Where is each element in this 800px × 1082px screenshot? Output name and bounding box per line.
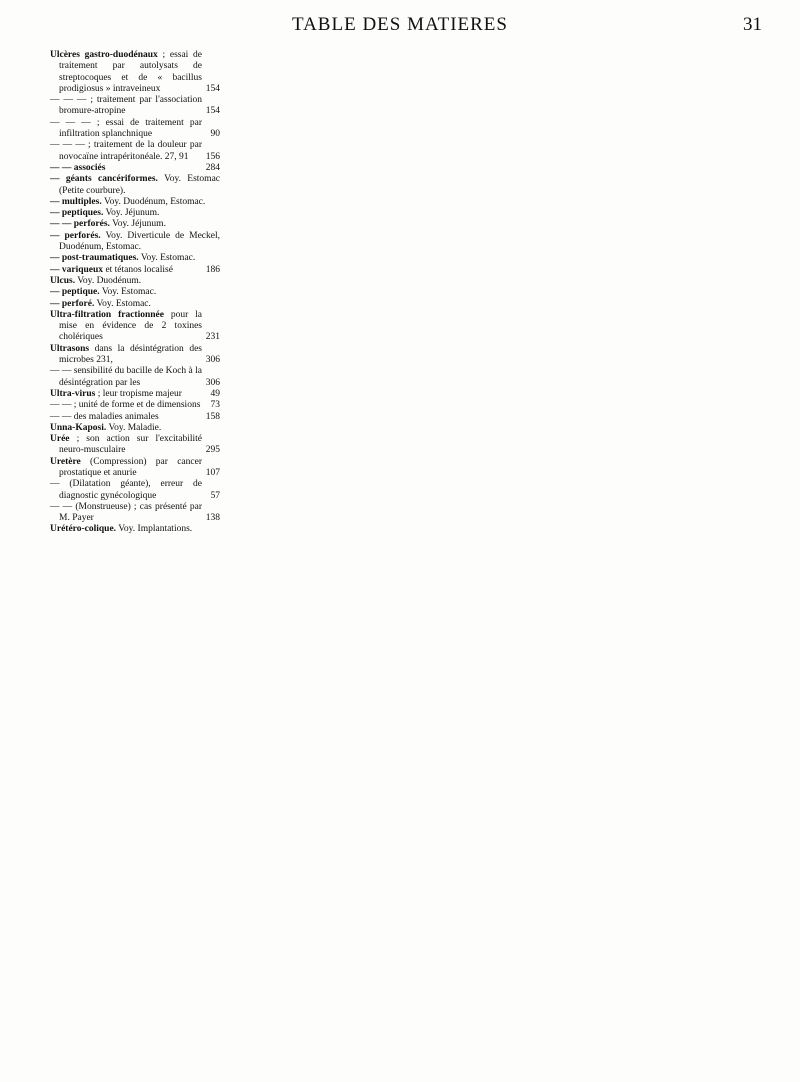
entry-page-number: 57	[210, 490, 220, 501]
entry-description: — — (Monstrueuse) ; cas présenté par M. Payer	[50, 501, 202, 524]
entry-page-number: 49	[210, 388, 220, 399]
entry-text	[50, 434, 202, 457]
index-columns	[50, 50, 770, 536]
entry-term: — perforés.	[50, 230, 101, 241]
entry-term: Ultrasons	[50, 343, 90, 354]
entry-term: Urétéro-colique.	[50, 524, 117, 535]
entry-description: (Compression) par cancer prostatique et anurie	[59, 456, 202, 478]
entry-page-number: 156	[205, 151, 220, 162]
entry-text	[50, 197, 220, 208]
entry-description: ; son action sur l'excitabilité neuro-musculaire	[59, 434, 203, 456]
entry-description: ; leur tropisme majeur	[97, 388, 182, 399]
entry-description: Voy. Estomac (Petite courbure).	[59, 174, 220, 196]
entry-page-number: 284	[205, 162, 220, 173]
entry-description: dans la désintégration des microbes 231,	[59, 343, 202, 366]
index-entry	[50, 140, 220, 163]
entry-text	[50, 344, 202, 367]
entry-term: — post-traumatiques.	[50, 253, 139, 264]
entry-description: ; essai de traitement par autolysats de streptocoques et de « bacillus prodigiosus » intraveineux	[59, 50, 202, 94]
entry-term: — multiples.	[50, 196, 102, 207]
entry-description: Voy. Estomac.	[140, 253, 196, 264]
entry-text	[50, 231, 220, 254]
index-entry	[50, 412, 220, 423]
entry-description: — — sensibilité du bacille de Koch à la désintégration par les	[50, 366, 202, 388]
entry-text	[50, 423, 220, 434]
entry-text	[50, 95, 202, 118]
entry-page-number: 154	[205, 83, 220, 94]
entry-page-number: 138	[205, 513, 220, 524]
entry-page-number: 231	[205, 332, 220, 343]
entry-text	[50, 163, 202, 174]
index-entry	[50, 50, 220, 95]
entry-page-number: 306	[205, 377, 220, 388]
entry-description: Voy. Diverticule de Meckel, Duodénum, Estomac.	[59, 230, 220, 253]
page-number: 31	[743, 14, 762, 35]
entry-page-number: 306	[205, 355, 220, 366]
index-entry	[50, 163, 220, 174]
entry-page-number: 158	[205, 411, 220, 422]
index-entry	[50, 423, 220, 434]
entry-text	[50, 412, 202, 423]
index-column-1	[50, 50, 220, 536]
entry-term: Unna-Kaposi.	[50, 422, 107, 433]
index-entry	[50, 197, 220, 208]
entry-term: Ultra-virus	[50, 388, 96, 399]
index-entry	[50, 265, 220, 276]
entry-page-number: 90	[210, 129, 220, 140]
entry-description: Voy. Estomac.	[101, 287, 157, 298]
index-entry	[50, 400, 220, 411]
entry-description: Voy. Estomac.	[96, 298, 151, 309]
entry-text	[50, 457, 202, 480]
entry-term: Uretère	[50, 456, 81, 467]
entry-term: — perforé.	[50, 298, 95, 309]
entry-term: — — associés	[50, 162, 106, 173]
entry-description: Voy. Duodénum.	[77, 275, 142, 286]
entry-text	[50, 479, 202, 502]
entry-description: — — — ; essai de traitement par infiltration splanchnique	[50, 117, 202, 140]
index-entry	[50, 479, 220, 502]
entry-text	[50, 366, 202, 389]
entry-description: — — — ; traitement de la douleur par novocaïne intrapéritonéale. 27, 91	[50, 140, 202, 162]
index-entry	[50, 174, 220, 197]
entry-description: et tétanos localisé	[105, 264, 173, 275]
index-entry	[50, 299, 220, 310]
entry-text	[50, 265, 202, 276]
index-entry	[50, 276, 220, 287]
entry-page-number: 107	[205, 467, 220, 478]
entry-text	[50, 219, 220, 230]
index-entry	[50, 502, 220, 525]
entry-text	[50, 253, 220, 264]
entry-term: Urée	[50, 434, 70, 445]
entry-term: — peptiques.	[50, 208, 104, 219]
entry-text	[50, 208, 220, 219]
index-entry	[50, 310, 220, 344]
entry-term: — variqueux	[50, 264, 104, 275]
entry-term: — peptique.	[50, 287, 100, 298]
entry-description: Voy. Duodénum, Estomac.	[103, 196, 206, 207]
index-entry	[50, 253, 220, 264]
entry-term: — — perforés.	[50, 219, 110, 230]
entry-term: Ultra-filtration fractionnée	[50, 309, 164, 320]
index-entry	[50, 287, 220, 298]
entry-description: Voy. Jéjunum.	[105, 208, 160, 219]
entry-page-number: 73	[210, 400, 220, 411]
page-header	[0, 12, 800, 42]
entry-page-number: 295	[205, 445, 220, 456]
index-entry	[50, 524, 220, 535]
index-entry	[50, 434, 220, 457]
entry-text	[50, 287, 220, 298]
entry-text	[50, 502, 202, 525]
index-entry	[50, 457, 220, 480]
index-entry	[50, 95, 220, 118]
entry-text	[50, 174, 220, 197]
entry-description: Voy. Implantations.	[118, 524, 193, 535]
entry-term: Ulcus.	[50, 275, 76, 286]
entry-text	[50, 50, 202, 95]
entry-description: — — des maladies animales	[50, 411, 159, 422]
entry-text	[50, 400, 202, 411]
entry-text	[50, 310, 202, 344]
index-entry	[50, 208, 220, 219]
entry-page-number: 154	[205, 106, 220, 117]
entry-text	[50, 389, 202, 400]
index-entry	[50, 389, 220, 400]
entry-text	[50, 118, 202, 141]
entry-description: — — ; unité de forme et de dimensions	[50, 400, 201, 411]
entry-text	[50, 299, 220, 310]
index-entry	[50, 344, 220, 367]
entry-description: Voy. Jéjunum.	[112, 219, 166, 230]
entry-text	[50, 276, 220, 287]
page-title: TABLE DES MATIERES	[292, 14, 508, 35]
index-entry	[50, 231, 220, 254]
entry-description: — — — ; traitement par l'association bromure-atropine	[50, 95, 202, 117]
index-entry	[50, 219, 220, 230]
entry-description: — (Dilatation géante), erreur de diagnostic gynécologique	[50, 479, 202, 501]
index-entry	[50, 118, 220, 141]
entry-description: pour la mise en évidence de 2 toxines cholériques	[59, 309, 202, 343]
entry-term: Ulcères gastro-duodénaux	[50, 50, 158, 60]
index-entry	[50, 366, 220, 389]
entry-term: — géants cancériformes.	[50, 174, 158, 185]
entry-text	[50, 524, 220, 535]
entry-text	[50, 140, 202, 163]
entry-page-number: 186	[205, 264, 220, 275]
entry-description: Voy. Maladie.	[108, 422, 162, 433]
